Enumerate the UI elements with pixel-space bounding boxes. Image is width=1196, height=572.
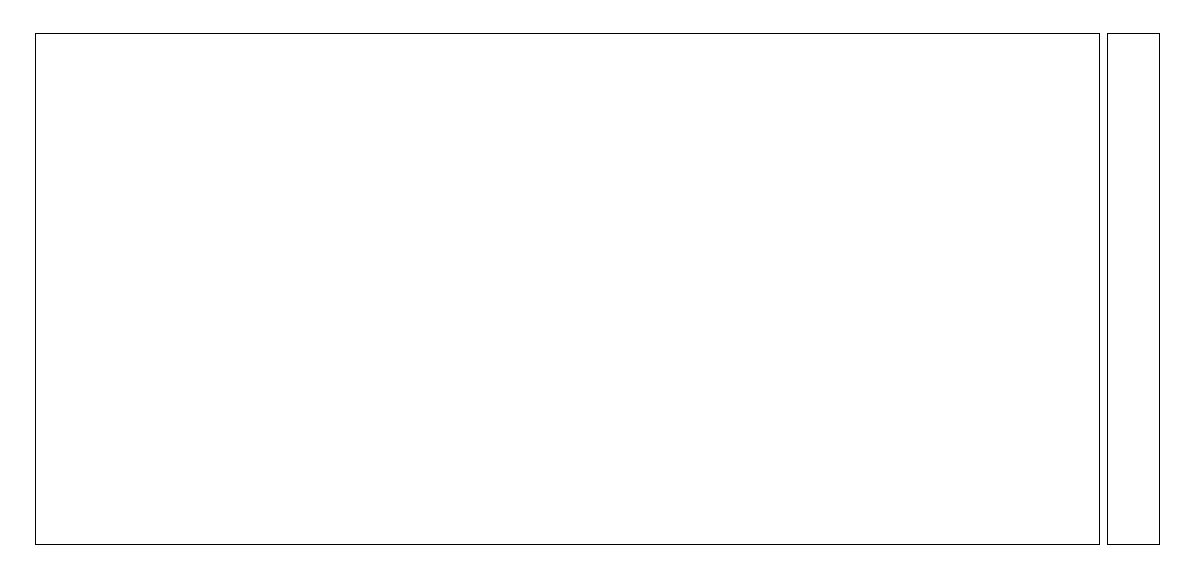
- x-axis-column-labels: [35, 547, 1100, 569]
- y-axis-row-labels: [0, 33, 30, 545]
- colorbar: [1107, 33, 1160, 545]
- heatmap-grid: [35, 33, 1100, 545]
